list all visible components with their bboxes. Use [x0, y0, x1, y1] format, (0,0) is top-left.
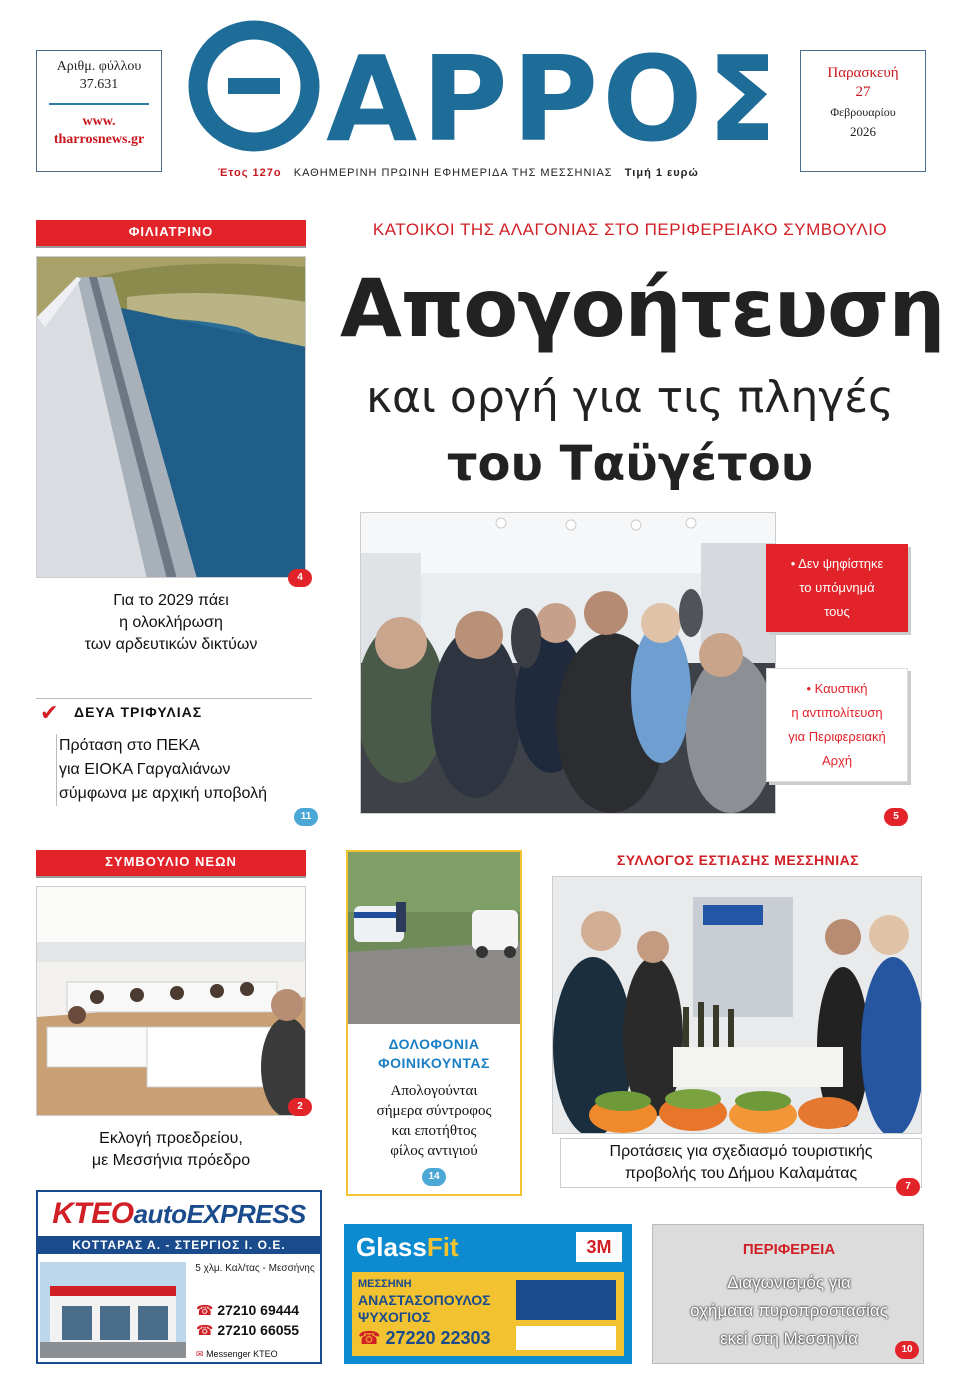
caption-line: Προτάσεις για σχεδιασμό τουριστικής: [609, 1143, 873, 1160]
callout-line: τους: [824, 604, 850, 619]
callout-line: Αρχή: [821, 753, 853, 768]
periferia-body: [653, 1269, 925, 1353]
issue-box: [36, 50, 162, 172]
filiatrino-page-badge[interactable]: 4: [288, 569, 312, 587]
body-line: και εποτήθτος: [391, 1123, 477, 1139]
caption-line: με Μεσσήνια πρόεδρο: [91, 1152, 251, 1169]
kteo-phone-1[interactable]: 27210 69444: [217, 1302, 300, 1318]
glassfit-brand: [356, 1232, 459, 1263]
kteo-phones: [196, 1300, 320, 1364]
issue-label: Αριθμ. φύλλου: [56, 59, 142, 74]
messenger-icon: ✉: [196, 1349, 204, 1359]
glassfit-brand-a: Glass: [356, 1232, 427, 1262]
callout-line: για Περιφερειακή: [788, 729, 886, 744]
caption-line: προβολής του Δήμου Καλαμάτας: [624, 1165, 858, 1182]
glassfit-name-1: ΑΝΑΣΤΑΣΟΠΟΥΛΟΣ: [358, 1292, 491, 1308]
body-line: εκεί στη Μεσσηνία: [720, 1329, 858, 1348]
glassfit-phone-number: 27220 22303: [385, 1328, 491, 1348]
filiatrino-label: ΦΙΛΙΑΤΡΙΝΟ: [36, 220, 306, 246]
youth-page-badge[interactable]: 2: [288, 1098, 312, 1116]
restaurants-page-badge[interactable]: 7: [896, 1178, 920, 1196]
glassfit-brand-b: Fit: [426, 1232, 459, 1262]
lead-headline[interactable]: Απογοήτευση: [340, 262, 945, 355]
issue-divider: [49, 103, 149, 105]
glassfit-ad[interactable]: [344, 1224, 632, 1364]
date-box: [800, 50, 926, 172]
restaurants-caption[interactable]: [560, 1138, 922, 1188]
kteo-brand: [38, 1192, 320, 1236]
periferia-title: ΠΕΡΙΦΕΡΕΙΑ: [742, 1241, 836, 1258]
lead-subline[interactable]: και οργή για τις πληγές: [366, 372, 894, 423]
kteo-brand-a: ΚΤΕΟ: [52, 1197, 134, 1230]
issue-number: 37.631: [79, 77, 119, 92]
deya-body[interactable]: [56, 734, 306, 806]
kteo-address: 5 χλμ. Καλ/τας - Μεσσήνης: [195, 1263, 315, 1274]
tagline-text: ΚΑΘΗΜΕΡΙΝΗ ΠΡΩΙΝΗ ΕΦΗΜΕΡΙΔΑ ΤΗΣ ΜΕΣΣΗΝΙΑΣ: [293, 167, 613, 179]
kteo-brand-b: autoEXPRESS: [133, 1199, 306, 1229]
dam-photo[interactable]: [36, 256, 306, 578]
murder-title: [348, 1035, 520, 1073]
check-icon: ✔: [40, 700, 59, 725]
body-line: Διαγωνισμός για: [727, 1273, 851, 1292]
glassfit-name-2: ΨΥΧΟΓΙΟΣ: [358, 1309, 431, 1325]
caption-line: Εκλογή προεδρείου,: [99, 1130, 243, 1147]
periferia-box[interactable]: [652, 1224, 924, 1364]
newspaper-logo[interactable]: [188, 20, 768, 155]
kteo-owners: ΚΟΤΤΑΡΑΣ Α. - ΣΤΕΡΓΙΟΣ Ι. Ο.Ε.: [38, 1236, 320, 1254]
glassfit-region: ΜΕΣΣΗΝΗ: [358, 1278, 412, 1290]
year-label: Έτος 127ο: [218, 167, 282, 179]
glassfit-info-block-2: [516, 1326, 616, 1350]
glassfit-info-block: [516, 1280, 616, 1320]
deya-page-badge[interactable]: 11: [294, 808, 318, 826]
body-line: σήμερα σύντροφος: [376, 1103, 492, 1119]
phone-icon: ☎: [196, 1322, 214, 1338]
police-scene-photo: [348, 852, 520, 1024]
youth-council-photo[interactable]: [36, 886, 306, 1116]
kteo-phone-2[interactable]: 27210 66055: [217, 1322, 300, 1338]
divider: [36, 698, 312, 699]
callout-line: η αντιπολίτευση: [791, 705, 883, 720]
website-prefix[interactable]: www.: [82, 114, 116, 129]
phone-icon: ☎: [358, 1328, 381, 1348]
body-line: Πρόταση στο ΠΕΚΑ: [59, 737, 200, 754]
tagline: [218, 167, 778, 179]
filiatrino-caption[interactable]: [36, 590, 306, 656]
date-weekday: Παρασκευή: [827, 65, 899, 81]
caption-line: Για το 2029 πάει: [113, 592, 229, 609]
glassfit-panel: [352, 1272, 624, 1356]
lead-callout-1[interactable]: [766, 544, 908, 632]
murder-body: [348, 1081, 520, 1161]
body-line: οχήματα πυροπροστασίας: [690, 1301, 888, 1320]
title-line: ΦΟΙΝΙΚΟΥΝΤΑΣ: [378, 1055, 490, 1071]
lead-callout-2[interactable]: [766, 668, 908, 782]
date-month: Φεβρουαρίου: [830, 105, 896, 119]
body-line: σύμφωνα με αρχική υποβολή: [59, 785, 268, 802]
callout-line: το υπόμνημά: [799, 580, 875, 595]
callout-line: • Καυστική: [806, 681, 868, 696]
restaurants-title: ΣΥΛΛΟΓΟΣ ΕΣΤΙΑΣΗΣ ΜΕΣΣΗΝΙΑΣ: [616, 852, 860, 868]
phone-icon: ☎: [196, 1302, 214, 1318]
deya-title: ΔΕΥΑ ΤΡΙΦΥΛΙΑΣ: [74, 704, 203, 720]
caption-line: των αρδευτικών δικτύων: [84, 636, 258, 653]
youth-label: ΣΥΜΒΟΥΛΙΟ ΝΕΩΝ: [36, 850, 306, 876]
lead-subline-2[interactable]: του Ταϋγέτου: [446, 436, 814, 492]
logo-text: ΑΡΡΟΣ: [326, 30, 768, 155]
website-link[interactable]: tharrosnews.gr: [53, 132, 145, 147]
kteo-messenger[interactable]: Messenger ΚΤΕΟ: [206, 1349, 278, 1359]
council-meeting-photo[interactable]: [360, 512, 776, 814]
periferia-page-badge[interactable]: 10: [895, 1341, 919, 1359]
3m-logo: 3M: [576, 1232, 622, 1262]
lead-page-badge[interactable]: 5: [884, 808, 908, 826]
body-line: Απολογούνται: [390, 1083, 478, 1099]
restaurants-photo[interactable]: [552, 876, 922, 1134]
caption-line: η ολοκλήρωση: [119, 614, 223, 631]
kteo-building-image: [40, 1262, 186, 1358]
glassfit-phone[interactable]: [358, 1328, 491, 1349]
murder-page-badge[interactable]: 14: [422, 1168, 446, 1186]
body-line: για ΕΙΟΚΑ Γαργαλιάνων: [59, 761, 231, 778]
date-year: 2026: [850, 124, 876, 139]
callout-line: • Δεν ψηφίστηκε: [790, 556, 884, 571]
price: Τιμή 1 ευρώ: [624, 167, 699, 179]
murder-box[interactable]: [346, 850, 522, 1196]
body-line: φίλος αντιγιού: [390, 1143, 478, 1159]
youth-caption[interactable]: [36, 1128, 306, 1172]
title-line: ΔΟΛΟΦΟΝΙΑ: [388, 1036, 480, 1052]
lead-kicker: ΚΑΤΟΙΚΟΙ ΤΗΣ ΑΛΑΓΟΝΙΑΣ ΣΤΟ ΠΕΡΙΦΕΡΕΙΑΚΟ ΣΥΜΒΟΥΛΙΟ: [372, 220, 888, 239]
date-day: 27: [855, 84, 871, 100]
kteo-ad[interactable]: [36, 1190, 322, 1364]
